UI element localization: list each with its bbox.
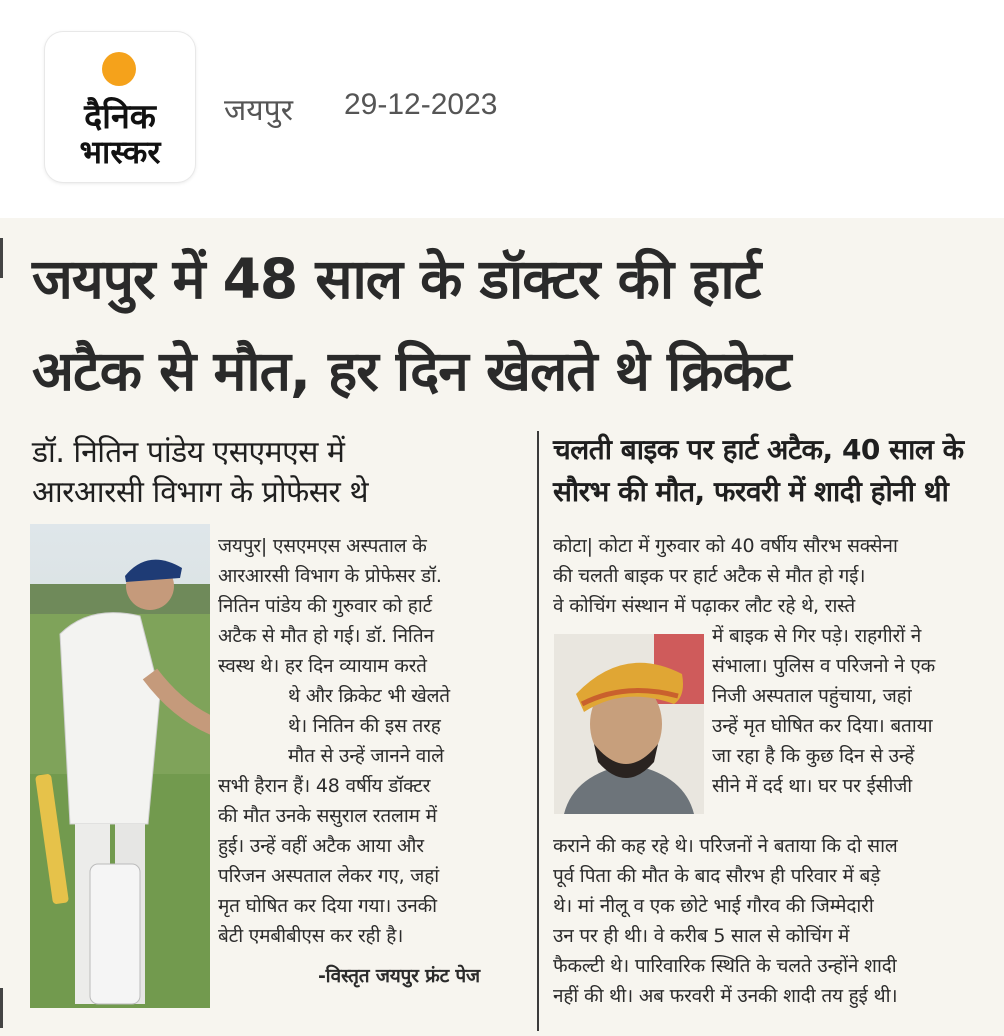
right-subhead-line-2: सौरभ की मौत, फरवरी में शादी होनी थी: [553, 475, 949, 508]
right-body-line: की चलती बाइक पर हार्ट अटैक से मौत हो गई।: [553, 565, 866, 587]
right-body-line: कोटा| कोटा में गुरुवार को 40 वर्षीय सौरभ सक्सेना: [553, 535, 898, 557]
left-body-line: अटैक से मौत हो गई। डॉ. नितिन: [218, 625, 434, 647]
left-continued-note: -विस्तृत जयपुर फ्रंट पेज: [318, 965, 480, 987]
left-body-line: जयपुर| एसएमएस अस्पताल के: [218, 535, 427, 557]
left-body-line: की मौत उनके ससुराल रतलाम में: [218, 805, 437, 827]
headline-line-2: अटैक से मौत, हर दिन खेलते थे क्रिकेट: [32, 339, 791, 403]
right-body-line: जा रहा है कि कुछ दिन से उन्हें: [712, 745, 915, 767]
left-body-line: थे और क्रिकेट भी खेलते: [288, 685, 450, 707]
left-subhead-line-1: डॉ. नितिन पांडेय एसएमएस में: [32, 435, 345, 470]
left-body-line: मौत से उन्हें जानने वाले: [288, 745, 444, 767]
left-body-line: हुई। उन्हें वहीं अटैक आया और: [218, 835, 424, 857]
left-body-line: स्वस्थ थे। हर दिन व्यायाम करते: [218, 655, 427, 677]
left-body-line: मृत घोषित कर दिया गया। उनकी: [218, 895, 437, 917]
newspaper-clipping: [0, 218, 1004, 1036]
logo-text-line1: दैनिक: [84, 97, 156, 137]
logo-text-line2: भास्कर: [79, 133, 161, 171]
right-body-line: नहीं की थी। अब फरवरी में उनकी शादी तय हुई थी।: [553, 985, 898, 1007]
right-body-line: पूर्व पिता की मौत के बाद सौरभ ही परिवार में बड़े: [553, 865, 881, 887]
left-body-line: आरआरसी विभाग के प्रोफेसर डॉ.: [218, 565, 442, 587]
right-body-line: वे कोचिंग संस्थान में पढ़ाकर लौट रहे थे, रास्ते: [553, 595, 856, 617]
right-body-line: उन पर ही थी। वे करीब 5 साल से कोचिंग में: [553, 925, 850, 947]
right-body-line: सीने में दर्द था। घर पर ईसीजी: [712, 775, 913, 797]
right-body-line: कराने की कह रहे थे। परिजनों ने बताया कि दो साल: [553, 835, 898, 857]
sun-icon: [102, 52, 136, 86]
left-body-line: नितिन पांडेय की गुरुवार को हार्ट: [218, 595, 432, 617]
left-body-line: बेटी एमबीबीएस कर रही है।: [218, 925, 404, 947]
edge-mark: [0, 238, 3, 278]
header-city: जयपुर: [224, 93, 293, 128]
right-body-line: उन्हें मृत घोषित कर दिया। बताया: [712, 715, 933, 737]
left-body-line: सभी हैरान हैं। 48 वर्षीय डॉक्टर: [218, 775, 431, 797]
dainik-bhaskar-logo: [45, 32, 195, 182]
right-body-line: में बाइक से गिर पड़े। राहगीरों ने: [712, 625, 922, 647]
headline-line-1: जयपुर में 48 साल के डॉक्टर की हार्ट: [32, 247, 761, 311]
column-divider: [537, 431, 539, 1031]
left-subhead-line-2: आरआरसी विभाग के प्रोफेसर थे: [32, 475, 368, 510]
right-body-line: फैकल्टी थे। पारिवारिक स्थिति के चलते उन्होंने शादी: [553, 955, 897, 977]
right-body-line: थे। मां नीलू व एक छोटे भाई गौरव की जिम्मेदारी: [553, 895, 874, 917]
right-subhead-line-1: चलती बाइक पर हार्ट अटैक, 40 साल के: [553, 433, 964, 466]
saurabh-portrait-photo: [554, 634, 704, 814]
left-body-line: थे। नितिन की इस तरह: [288, 715, 441, 737]
doctor-cricket-photo: [30, 524, 210, 1008]
right-body-line: संभाला। पुलिस व परिजनो ने एक: [712, 655, 936, 677]
edge-mark: [0, 988, 3, 1028]
right-body-line: निजी अस्पताल पहुंचाया, जहां: [712, 685, 912, 707]
left-body-line: परिजन अस्पताल लेकर गए, जहां: [218, 865, 440, 887]
header-date: 29-12-2023: [344, 88, 498, 121]
